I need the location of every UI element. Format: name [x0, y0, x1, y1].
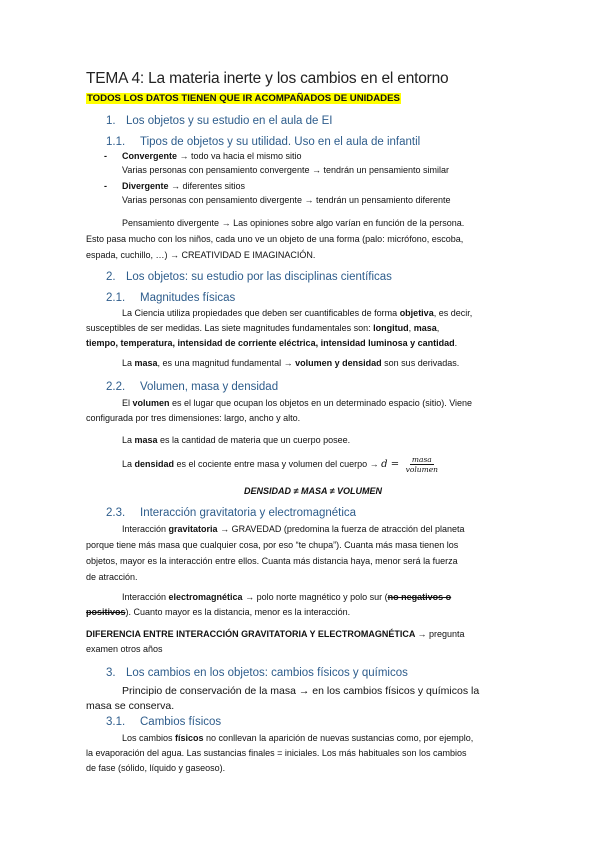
heading-number: 2.1.: [106, 292, 126, 304]
term: Convergente: [122, 151, 178, 161]
bullet-dash: -: [104, 151, 107, 161]
density-fraction: [404, 455, 440, 474]
definition: → diferentes sitios: [168, 181, 246, 191]
heading-label: Tipos de objetos y su utilidad. Uso en el aula de infantil: [140, 136, 421, 148]
text: es la cantidad de materia que un cuerpo posee.: [157, 435, 351, 445]
fraction-numerator: masa: [411, 455, 432, 464]
bold-term: tiempo, temperatura, intensidad de corriente eléctrica, intensidad luminosa y cantidad: [86, 338, 455, 348]
paragraph-electromagnetica-line-2: [86, 605, 350, 621]
text: son sus derivadas.: [381, 358, 460, 368]
bullet-dash: -: [104, 181, 107, 191]
paragraph-conservacion-line-1: Principio de conservación de la masa → en los cambios físicos y químicos la: [122, 685, 480, 697]
text: → polo norte magnético y polo sur (: [242, 592, 388, 602]
heading-section-1-1: [106, 136, 420, 148]
heading-section-2-1: [106, 292, 235, 304]
definition: → todo va hacia el mismo sitio: [177, 151, 302, 161]
text: .: [454, 338, 458, 348]
paragraph-diferencia-line-2: examen otros años: [86, 644, 163, 654]
text: es el cociente entre masa y volumen del cuerpo →: [174, 458, 382, 469]
heading-label: Cambios físicos: [140, 716, 222, 728]
paragraph-densidad: [122, 455, 440, 474]
heading-number: 2.: [106, 271, 116, 283]
paragraph-volumen-line-1: [122, 396, 472, 412]
text: es el lugar que ocupan los objetos en un determinado espacio (sitio). Viene: [169, 398, 473, 408]
paragraph-magnitudes-line-3: [86, 336, 457, 352]
text: La Ciencia utiliza propiedades que deben ser cuantificables de forma: [122, 308, 400, 318]
heading-label: Los cambios en los objetos: cambios físicos y químicos: [126, 667, 408, 679]
text: ,: [436, 323, 440, 333]
heading-section-2: [106, 271, 392, 283]
bold-term: objetiva: [399, 308, 434, 318]
text: El: [122, 398, 133, 408]
bold-term: volumen: [132, 398, 170, 408]
units-highlight-note: TODOS LOS DATOS TIENEN QUE IR ACOMPAÑADOS DE UNIDADES: [87, 93, 400, 104]
bold-term: longitud: [373, 323, 409, 333]
text: La: [122, 435, 135, 445]
paragraph-volumen-line-2: configurada por tres dimensiones: largo, ancho y alto.: [86, 413, 301, 423]
paragraph-divergent-line-1: Pensamiento divergente → Las opiniones sobre algo varían en función de la persona.: [122, 218, 465, 228]
text: no conllevan la aparición de nuevas sustancias como, por ejemplo,: [203, 733, 474, 743]
text: , es decir,: [433, 308, 473, 318]
heading-section-3: [106, 667, 408, 679]
paragraph-gravitatoria-line-2: porque tiene más masa que cualquier cosa, por eso “te chupa”). Cuanta más masa tienen los: [86, 540, 459, 550]
paragraph-diferencia-line-1: [86, 627, 465, 643]
term: Divergente: [122, 181, 169, 191]
bold-term: masa: [134, 358, 158, 368]
heading-label: Volumen, masa y densidad: [140, 381, 279, 393]
paragraph-conservacion-line-2: masa se conserva.: [86, 700, 175, 712]
heading-section-3-1: [106, 716, 221, 728]
text: ). Cuanto mayor es la distancia, menor es la interacción.: [125, 607, 351, 617]
text: La: [122, 358, 135, 368]
heading-section-1: [106, 115, 333, 127]
heading-number: 1.: [106, 115, 116, 127]
paragraph-magnitudes-line-2: [86, 321, 439, 337]
bullet-convergente-detail: Varias personas con pensamiento convergente → tendrán un pensamiento similar: [122, 165, 450, 175]
bold-term: físicos: [175, 733, 204, 743]
heading-label: Los objetos: su estudio por las disciplinas científicas: [126, 271, 392, 283]
heading-number: 2.2.: [106, 381, 126, 393]
text: Los cambios: [122, 733, 176, 743]
heading-section-2-2: [106, 381, 278, 393]
text: , es una magnitud fundamental →: [157, 358, 296, 368]
paragraph-electromagnetica-line-1: [122, 590, 451, 606]
paragraph-divergent-line-3: espada, cuchillo, …) → CREATIVIDAD E IMAGINACIÓN.: [86, 250, 316, 260]
density-equation: d =: [381, 458, 400, 470]
formula-inequality: [244, 484, 382, 500]
text: Interacción: [122, 524, 169, 534]
paragraph-gravitatoria-line-1: [122, 522, 465, 538]
bold-term: electromagnética: [168, 592, 243, 602]
text: pregunta: [426, 629, 465, 639]
paragraph-fisicos-line-2: la evaporación del agua. Las sustancias finales = iniciales. Los más habituales son los cambios: [86, 748, 467, 758]
struck-text: no negativos o: [387, 592, 452, 602]
heading-section-2-3: [106, 507, 356, 519]
paragraph-gravitatoria-line-4: de atracción.: [86, 572, 138, 582]
bullet-divergente-detail: Varias personas con pensamiento divergente → tendrán un pensamiento diferente: [122, 195, 451, 205]
heading-label: Interacción gravitatoria y electromagnética: [140, 507, 357, 519]
paragraph-fisicos-line-1: [122, 731, 473, 747]
text: Interacción: [122, 592, 169, 602]
heading-number: 3.1.: [106, 716, 126, 728]
bold-term: masa: [413, 323, 437, 333]
fraction-denominator: volumen: [405, 465, 438, 474]
text: ,: [408, 323, 414, 333]
paragraph-fisicos-line-3: de fase (sólido, líquido y gaseoso).: [86, 763, 226, 773]
heading-number: 2.3.: [106, 507, 126, 519]
heading-number: 1.1.: [106, 136, 126, 148]
paragraph-masa-definition: [122, 433, 350, 449]
bold-term: volumen y densidad: [295, 358, 382, 368]
bold-term: DIFERENCIA ENTRE INTERACCIÓN GRAVITATORIA Y ELECTROMAGNÉTICA →: [86, 629, 427, 639]
bold-term: densidad: [134, 458, 175, 469]
text: susceptibles de ser medidas. Las siete magnitudes fundamentales son:: [86, 323, 374, 333]
struck-text: positivos: [86, 607, 126, 617]
paragraph-masa-fundamental: [122, 356, 459, 372]
bold-term: masa: [134, 435, 158, 445]
heading-label: Los objetos y su estudio en el aula de EI: [126, 115, 333, 127]
text: → GRAVEDAD (predomina la fuerza de atracción del planeta: [217, 524, 465, 534]
paragraph-gravitatoria-line-3: objetos, mayor es la interacción entre ellos. Cuanta más distancia haya, menor será la fuerza: [86, 556, 458, 566]
paragraph-magnitudes-line-1: [122, 306, 472, 322]
paragraph-divergent-line-2: Esto pasa mucho con los niños, cada uno ve un objeto de una forma (palo: micrófono, escoba,: [86, 234, 464, 244]
heading-number: 3.: [106, 667, 116, 679]
heading-label: Magnitudes físicas: [140, 292, 236, 304]
page-title: TEMA 4: La materia inerte y los cambios en el entorno: [86, 70, 449, 87]
text: La: [122, 458, 135, 469]
bold-term: gravitatoria: [168, 524, 218, 534]
formula-text: DENSIDAD ≠ MASA ≠ VOLUMEN: [244, 486, 383, 496]
